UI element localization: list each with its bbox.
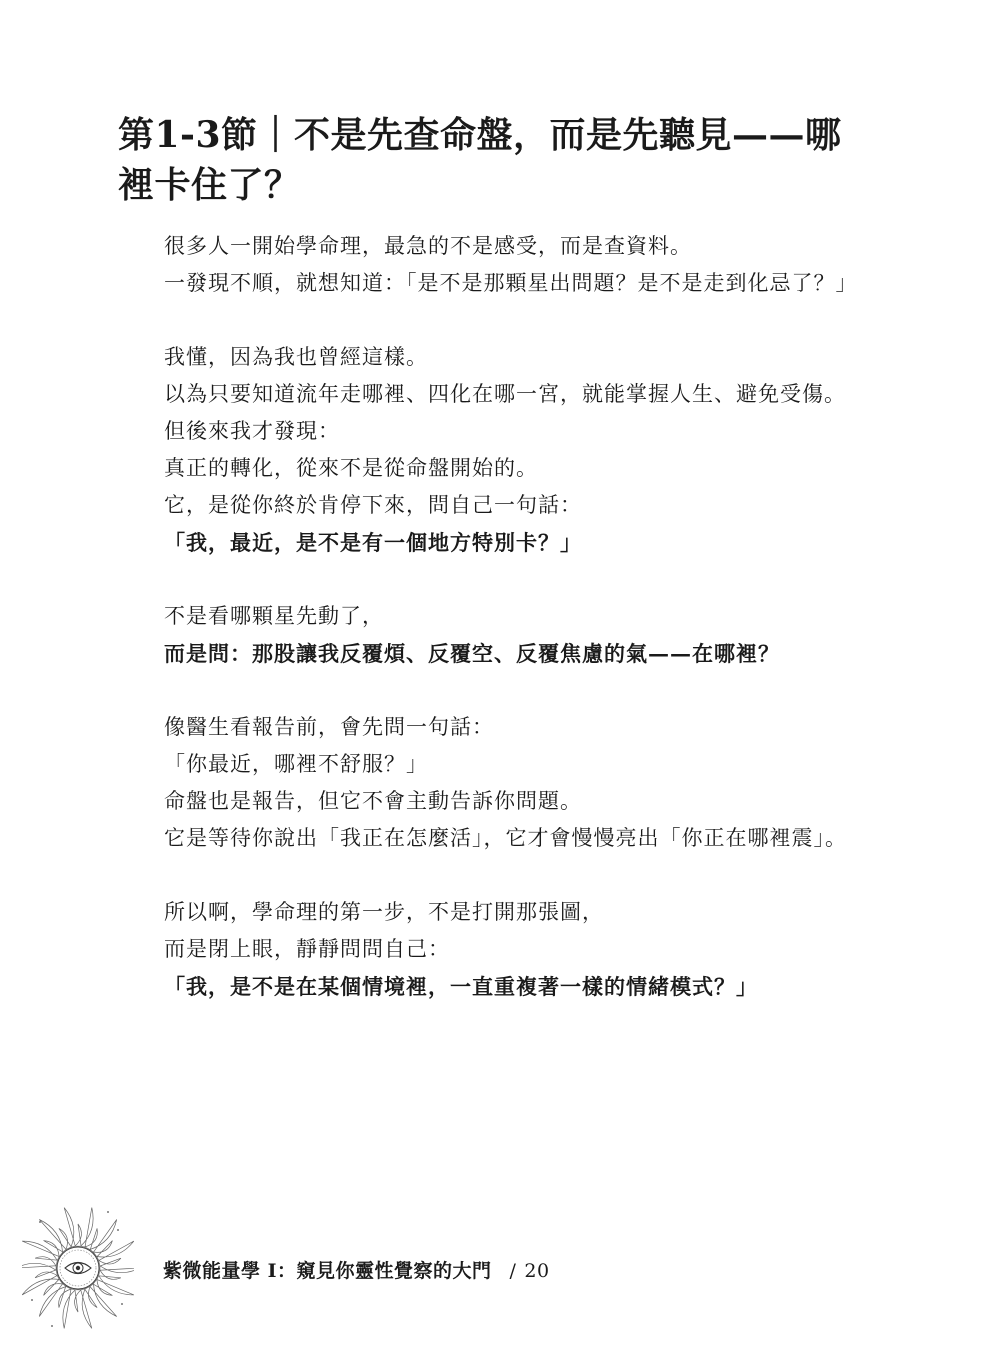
paragraph: 很多人一開始學命理，最急的不是感受，而是查資料。 (164, 234, 692, 258)
paragraph: 但後來我才發現： (164, 419, 340, 443)
book-title: 紫微能量學 I：窺見你靈性覺察的大門 (163, 1260, 492, 1282)
paragraph: 「我，是不是在某個情境裡，一直重複著一樣的情緒模式？」 (164, 974, 758, 999)
paragraph: 而是問：那股讓我反覆煩、反覆空、反覆焦慮的氣——在哪裡？ (164, 641, 780, 666)
paragraph: 像醫生看報告前，會先問一句話： (164, 715, 494, 739)
paragraph: 以為只要知道流年走哪裡、四化在哪一宮，就能掌握人生、避免受傷。 (164, 382, 846, 406)
paragraph: 不是看哪顆星先動了， (164, 604, 384, 628)
paragraph: 所以啊，學命理的第一步，不是打開那張圖， (164, 900, 604, 924)
body-text (118, 228, 860, 1005)
paragraph: 真正的轉化，從來不是從命盤開始的。 (164, 456, 538, 480)
paragraph: 「你最近，哪裡不舒服？」 (164, 752, 428, 776)
paragraph: 命盤也是報告，但它不會主動告訴你問題。 (164, 789, 582, 813)
paragraph: 我懂，因為我也曾經這樣。 (164, 345, 428, 369)
paragraph: 它，是從你終於肯停下來，問自己一句話： (164, 493, 582, 517)
paragraph-gap (118, 857, 860, 894)
page-title: 第1-3節｜不是先查命盤，而是先聽見——哪裡卡住了？ (118, 114, 842, 206)
paragraph: 「我，最近，是不是有一個地方特別卡？」 (164, 530, 582, 555)
sun-eye-icon (22, 1200, 134, 1336)
paragraph: 而是閉上眼，靜靜問問自己： (164, 937, 450, 961)
paragraph-gap (118, 561, 860, 598)
paragraph-gap (118, 672, 860, 709)
paragraph: 它是等待你說出「我正在怎麼活」，它才會慢慢亮出「你正在哪裡震」。 (164, 826, 847, 850)
paragraph: 一發現不順，就想知道：「是不是那顆星出問題？是不是走到化忌了？」 (164, 271, 858, 295)
footer-separator: / (509, 1260, 517, 1282)
page-number: 20 (524, 1260, 550, 1282)
paragraph-gap (118, 302, 860, 339)
page-footer (163, 1257, 550, 1285)
